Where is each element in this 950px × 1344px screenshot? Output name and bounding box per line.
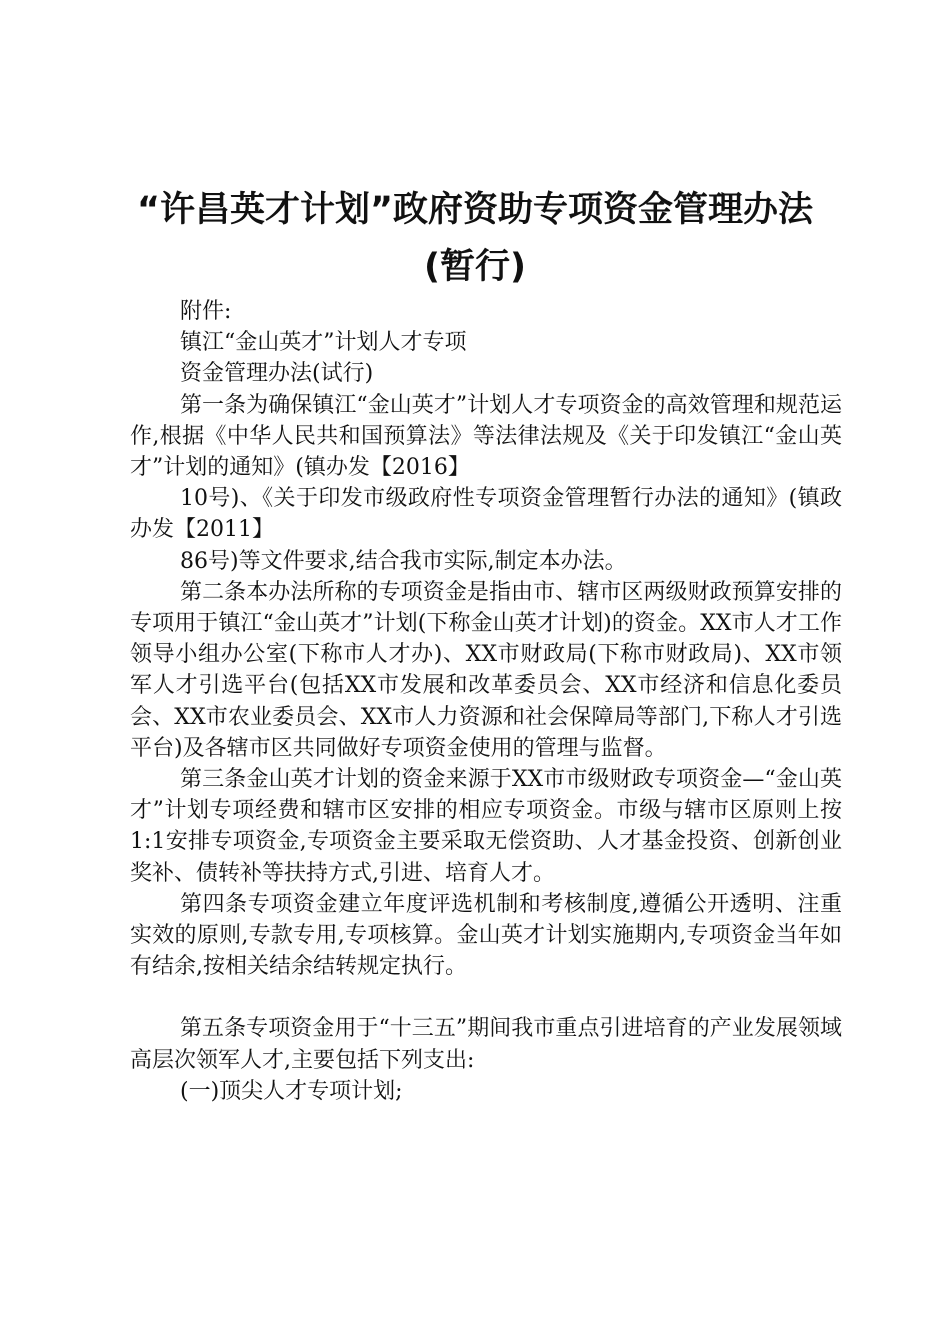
article-4: 第四条专项资金建立年度评选机制和考核制度,遵循公开透明、注重实效的原则,专款专用,专项核算。金山英才计划实施期内,专项资金当年如有结余,按相关结余结转规定执行。 [130,891,842,980]
article-1-end: 86号)等文件要求,结合我市实际,制定本办法。 [180,548,627,574]
attachment-title-line2: 资金管理办法(试行) [180,361,374,387]
article-3: 第三条金山英才计划的资金来源于XX市市级财政专项资金—“金山英才”计划专项经费和辖市区安排的相应专项资金。市级与辖市区原则上按1:1安排专项资金,专项资金主要采取无偿资助、人才基金投资、创新创业奖补、债转补等扶持方式,引进、培育人才。 [130,767,842,886]
document-body [130,296,842,1107]
document-subtitle: (暂行) [424,247,526,287]
attachment-title-line1: 镇江“金山英才”计划人才专项 [180,330,467,356]
document-title: “许昌英才计划”政府资助专项资金管理办法 [136,190,813,230]
attachment-label: 附件: [180,299,232,324]
article-2: 第二条本办法所称的专项资金是指由市、辖市区两级财政预算安排的专项用于镇江“金山英才”计划(下称金山英才计划)的资金。XX市人才工作领导小组办公室(下称市人才办)、XX市财政局(下称市财政局)、XX市领军人才引选平台(包括XX市发展和改革委员会、XX市经济和信息化委员会、XX市农业委员会、XX市人力资源和社会保障局等部门,下称人才引选平台)及各辖市区共同做好专项资金使用的管理与监督。 [130,579,842,761]
article-5-item-1: (一)顶尖人才专项计划; [180,1078,403,1104]
article-1-continued: 10号)、《关于印发市级政府性专项资金管理暂行办法的通知》(镇政办发【2011】 [130,486,842,543]
article-5: 第五条专项资金用于“十三五”期间我市重点引进培育的产业发展领域高层次领军人才,主要包括下列支出: [130,1016,842,1073]
article-1: 第一条为确保镇江“金山英才”计划人才专项资金的高效管理和规范运作,根据《中华人民共和国预算法》等法律法规及《关于印发镇江“金山英才”计划的通知》(镇办发【2016】 [130,392,842,481]
